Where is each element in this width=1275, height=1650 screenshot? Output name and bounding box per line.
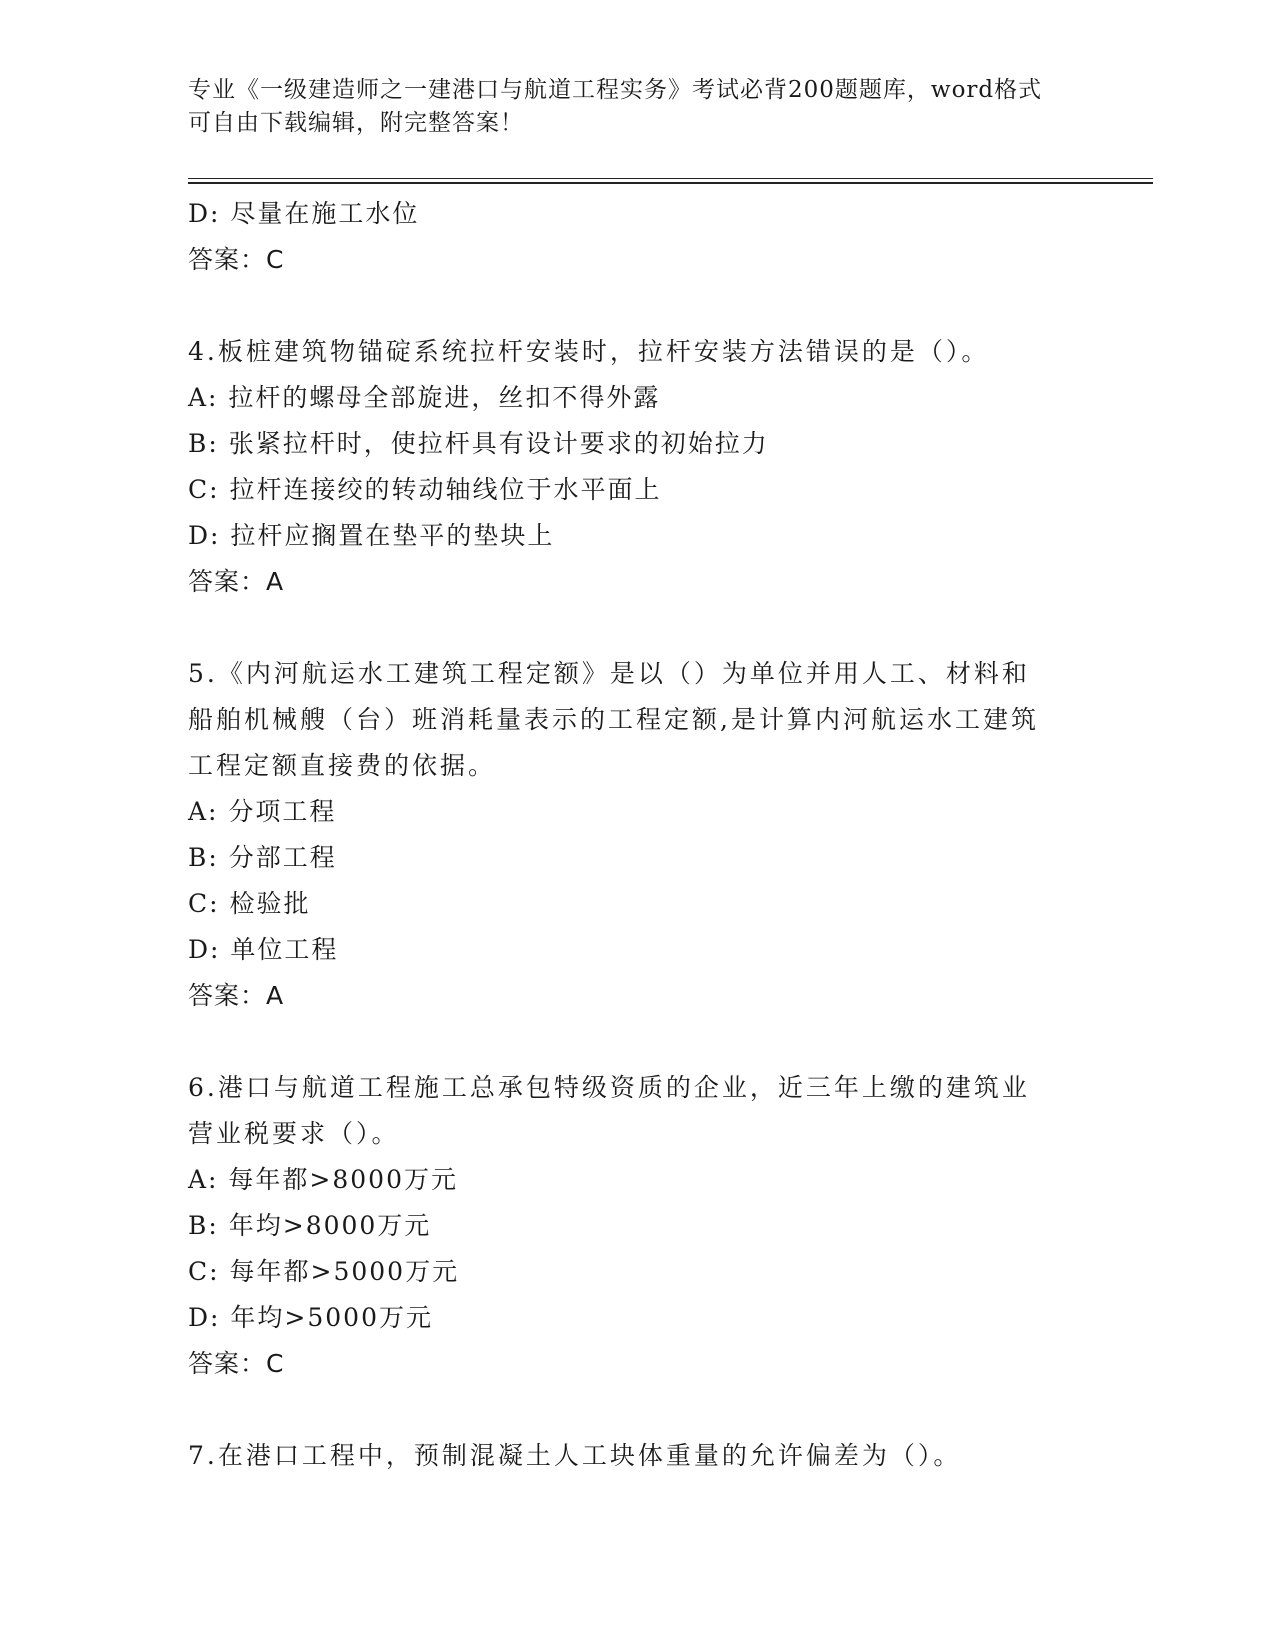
option-c: C: 检验批 — [188, 889, 311, 918]
header-divider-thick — [188, 182, 1153, 184]
question-list — [188, 191, 1088, 1479]
question-stem-line-3: 工程定额直接费的依据。 — [188, 751, 497, 780]
document-header — [188, 74, 1088, 140]
question-stem-line-2: 船舶机械艘（台）班消耗量表示的工程定额,是计算内河航运水工建筑 — [188, 705, 1039, 734]
spacer — [188, 283, 1088, 329]
option-a: A: 分项工程 — [188, 797, 337, 826]
question-stem-line-2: 营业税要求（）。 — [188, 1119, 400, 1148]
question-7 — [188, 1433, 1088, 1479]
spacer — [188, 1387, 1088, 1433]
header-line-1: 专业《一级建造师之一建港口与航道工程实务》考试必背200题题库，word格式 — [188, 77, 1043, 103]
spacer — [188, 1019, 1088, 1065]
option-d: D: 尽量在施工水位 — [188, 199, 420, 228]
option-c: C: 每年都>5000万元 — [188, 1257, 460, 1286]
option-c: C: 拉杆连接绞的转动轴线位于水平面上 — [188, 475, 662, 504]
question-5 — [188, 651, 1088, 1019]
question-4 — [188, 329, 1088, 605]
answer-line: 答案：C — [188, 245, 285, 274]
continuation-block — [188, 191, 1088, 283]
spacer — [188, 605, 1088, 651]
answer-line: 答案：A — [188, 981, 285, 1010]
option-b: B: 张紧拉杆时，使拉杆具有设计要求的初始拉力 — [188, 429, 769, 458]
answer-line: 答案：A — [188, 567, 285, 596]
header-line-2: 可自由下载编辑，附完整答案！ — [188, 110, 524, 136]
option-b: B: 分部工程 — [188, 843, 337, 872]
option-a: A: 每年都>8000万元 — [188, 1165, 458, 1194]
question-stem-line-1: 6.港口与航道工程施工总承包特级资质的企业，近三年上缴的建筑业 — [188, 1073, 1030, 1102]
question-stem: 7.在港口工程中，预制混凝土人工块体重量的允许偏差为（）。 — [188, 1441, 962, 1470]
question-6 — [188, 1065, 1088, 1387]
answer-line: 答案：C — [188, 1349, 285, 1378]
option-d: D: 单位工程 — [188, 935, 339, 964]
header-divider-thin — [188, 178, 1153, 179]
question-stem: 4.板桩建筑物锚碇系统拉杆安装时，拉杆安装方法错误的是（）。 — [188, 337, 990, 366]
option-b: B: 年均>8000万元 — [188, 1211, 432, 1240]
option-d: D: 拉杆应搁置在垫平的垫块上 — [188, 521, 555, 550]
question-stem-line-1: 5.《内河航运水工建筑工程定额》是以（）为单位并用人工、材料和 — [188, 659, 1030, 688]
option-d: D: 年均>5000万元 — [188, 1303, 433, 1332]
option-a: A: 拉杆的螺母全部旋进，丝扣不得外露 — [188, 383, 661, 412]
